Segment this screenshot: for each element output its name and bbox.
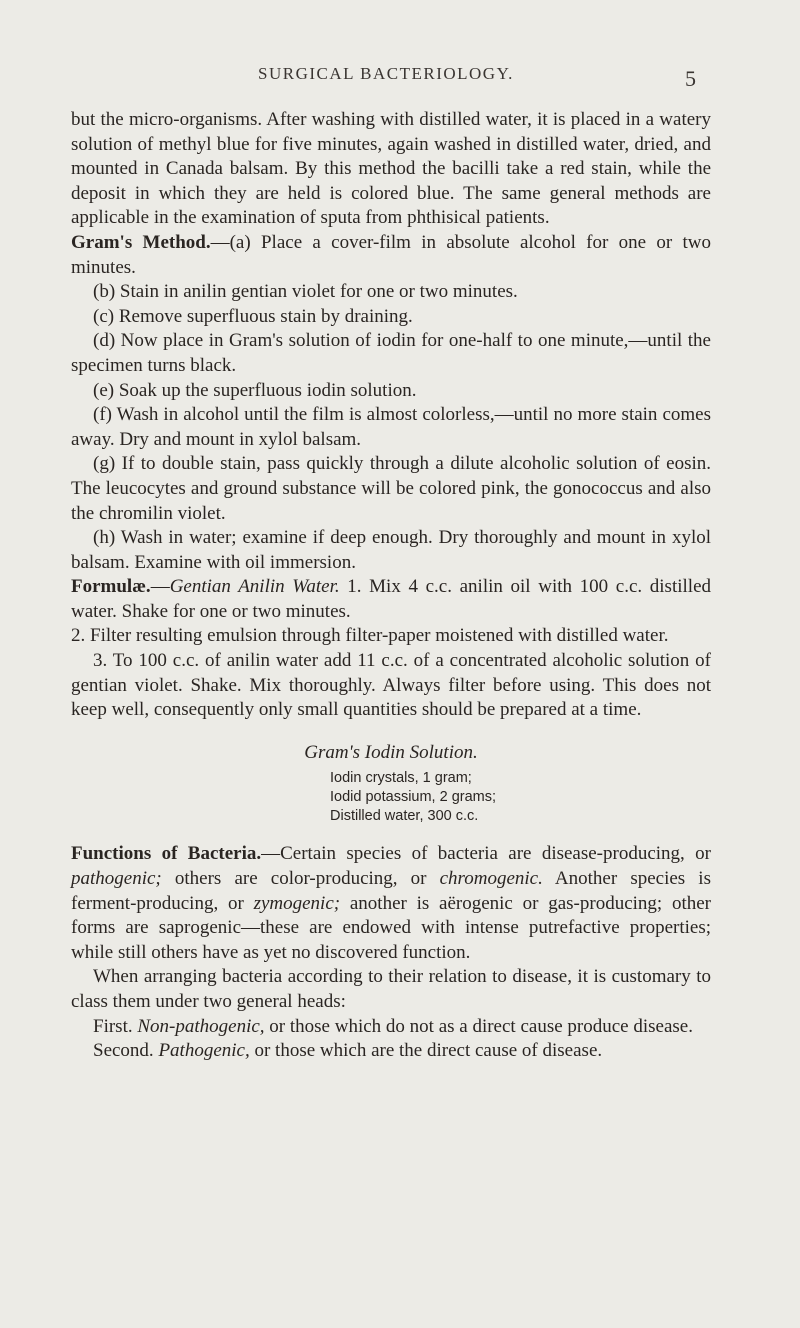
grams-method-step-a: —(a) Place a cover-film in absolute alcohol for one or two minutes.	[71, 231, 711, 278]
functions-heading: Functions of Bacteria.	[71, 843, 262, 865]
formulae-paragraph	[71, 575, 711, 624]
functions-text: —Certain species of bacteria are disease-producing, or	[261, 843, 711, 865]
arranging-paragraph: When arranging bacteria according to their relation to disease, it is customary to class them under two general heads:	[71, 966, 711, 1012]
page-number: 5	[685, 66, 696, 91]
formulae-gentian-title: Gentian Anilin Water.	[169, 576, 340, 598]
running-head: SURGICAL BACTERIOLOGY.	[258, 64, 514, 83]
formulae-step-1: 1. Mix 4 c.c. anilin oil with 100 c.c. distilled water. Shake for one or two minutes.	[71, 576, 712, 622]
term-chromogenic: chromogenic.	[439, 868, 543, 890]
formulae-heading: Formulæ.	[71, 576, 151, 598]
recipe-line: Distilled water, 300 c.c.	[330, 808, 479, 825]
step-e: (e) Soak up the superfluous iodin solution.	[93, 379, 417, 401]
formulae-step-2: 2. Filter resulting emulsion through filter-paper moistened with distilled water.	[71, 625, 669, 647]
step-h: (h) Wash in water; examine if deep enough. Dry thoroughly and mount in xylol balsam. Examine with oil immersion.	[71, 527, 711, 573]
paragraph-continuation: but the micro-organisms. After washing with distilled water, it is placed in a watery solution of methyl blue for five minutes, again washed in distilled water, dried, and mounted in Canada balsam. By this method the bacilli take a red stain, while the deposit in which they are held is colored blue. The same general methods are applicable in the examination of sputa from phthisical patients.	[71, 109, 711, 229]
first-text: or those which do not as a direct cause produce disease.	[264, 1015, 693, 1037]
grams-method-heading: Gram's Method.	[71, 231, 211, 253]
recipe-line: Iodid potassium, 2 grams;	[330, 789, 497, 806]
functions-text: Another species is ferment-producing, or	[71, 868, 711, 914]
functions-text: another is aërogenic or gas-producing; other forms are saprogenic—these are endowed with intense putrefactive properties; while still others have as yet no discovered function.	[71, 892, 711, 963]
step-f: (f) Wash in alcohol until the film is almost colorless,—until no more stain comes away. Dry and mount in xylol balsam.	[71, 404, 711, 450]
functions-paragraph	[71, 842, 711, 965]
recipe-list	[71, 769, 711, 826]
term-zymogenic: zymogenic;	[253, 892, 341, 914]
grams-iodin-recipe	[71, 741, 711, 827]
step-d: (d) Now place in Gram's solution of iodin for one-half to one minute,—until the specimen turns black.	[71, 330, 711, 376]
body-text	[71, 108, 711, 1064]
step-g: (g) If to double stain, pass quickly through a dilute alcoholic solution of eosin. The leucocytes and ground substance will be colored pink, the gonococcus and also the chromilin violet.	[71, 453, 711, 524]
grams-method-paragraph	[71, 231, 711, 280]
step-b: (b) Stain in anilin gentian violet for one or two minutes.	[93, 281, 518, 303]
functions-text: others are color-producing, or	[161, 868, 440, 890]
term-pathogenic: pathogenic;	[71, 868, 162, 890]
first-label: First.	[93, 1015, 138, 1037]
recipe-title: Gram's Iodin Solution.	[304, 741, 478, 763]
formulae-step-3: 3. To 100 c.c. of anilin water add 11 c.c. of a concentrated alcoholic solution of gentian violet. Shake. Mix thoroughly. Always filter before using. This does not keep well, consequently only small quantities should be prepared at a time.	[71, 650, 711, 721]
second-class-paragraph	[71, 1039, 711, 1064]
formulae-dash: —	[150, 576, 170, 598]
recipe-line: Iodin crystals, 1 gram;	[330, 770, 472, 787]
term-pathogenic-class: Pathogenic,	[158, 1040, 250, 1062]
term-non-pathogenic: Non-pathogenic,	[137, 1015, 265, 1037]
step-c: (c) Remove superfluous stain by draining.	[93, 305, 413, 327]
first-class-paragraph	[71, 1015, 711, 1040]
second-text: or those which are the direct cause of disease.	[249, 1040, 603, 1062]
second-label: Second.	[93, 1040, 159, 1062]
